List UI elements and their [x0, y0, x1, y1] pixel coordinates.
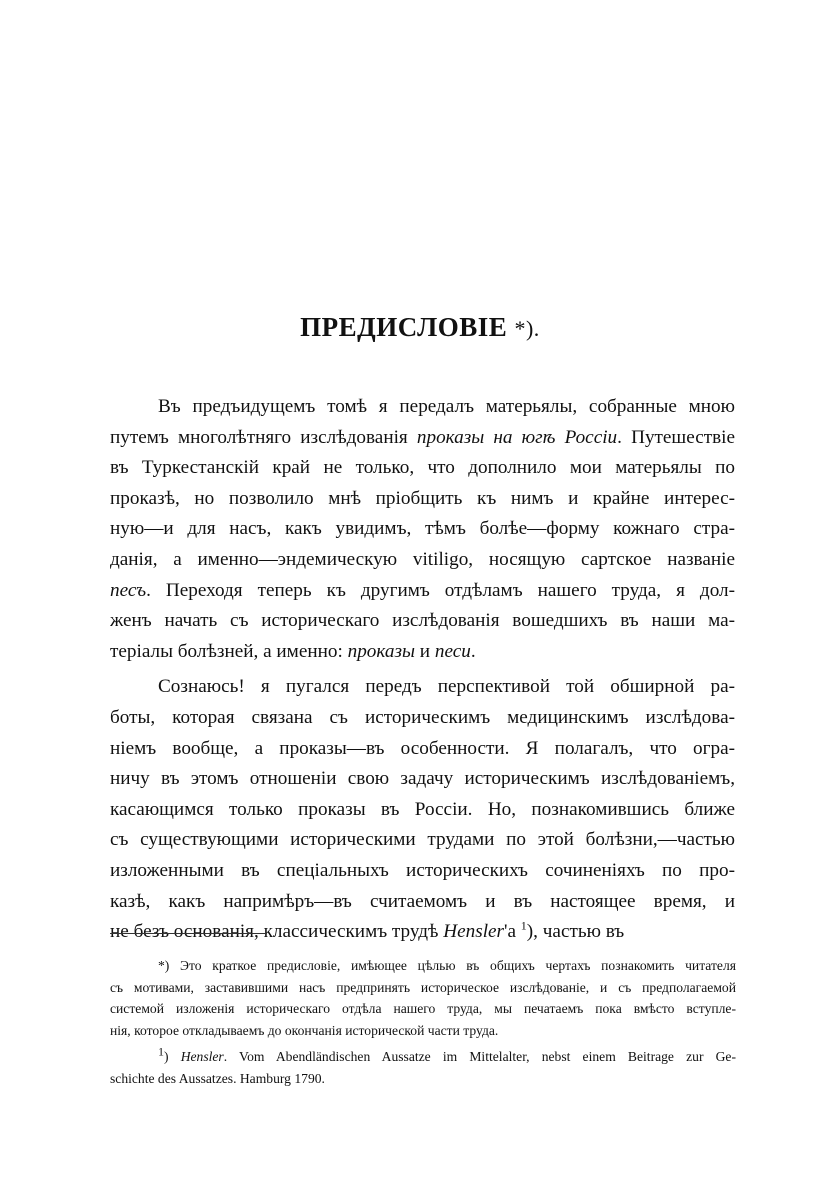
- footnote-reference: 1: [520, 918, 527, 933]
- paragraph-1: [110, 392, 735, 667]
- footnote-2-line-1: $^1$) Hensler. Vom Abendländischen Aussatze im Mittelalter, nebst einem Beitrage zur Ge-: [158, 1046, 736, 1064]
- title-footnote-mark: *).: [514, 316, 540, 341]
- page-title: [0, 312, 840, 343]
- italic-text: песи: [434, 640, 471, 662]
- paragraph-2-line-4: ничу въ этомъ отношеніи свою задачу историческимъ изслѣдованіемъ,: [110, 768, 735, 790]
- footnote-1-line-1: *) Это краткое предисловіе, имѣющее цѣлью въ общихъ чертахъ познакомить читателя: [158, 958, 736, 973]
- paragraph-2-line-8: казѣ, какъ напримѣръ—въ считаемомъ и въ настоящее время, и: [110, 890, 735, 912]
- footnotes: [110, 955, 736, 1089]
- paragraph-1-line-1: Въ предъидущемъ томѣ я передалъ матерьялы, собранные мною: [158, 396, 735, 417]
- paragraph-1-line-3: въ Туркестанскій край не только, что дополнило мои матерьялы по: [110, 457, 735, 479]
- paragraph-1-line-6: данія, а именно—эндемическую vitiligo, носящую сартское названіе: [110, 548, 735, 570]
- paragraph-1-line-8: женъ начать съ историческаго изслѣдованія вошедшихъ въ наши ма-: [110, 610, 735, 632]
- italic-text: Hensler: [443, 921, 505, 943]
- footnote-1-line-4: нія, которое откладываемъ до окончанія исторической части труда.: [110, 1022, 499, 1038]
- footnote-separator: [110, 933, 267, 934]
- paragraph-1-line-9: теріалы болѣзней, а именно: проказы и песи.: [110, 640, 476, 662]
- paragraph-2-line-3: ніемъ вообще, а проказы—въ особенности. Я полагалъ, что огра-: [110, 737, 735, 759]
- paragraph-1-line-5: ную—и для насъ, какъ увидимъ, тѣмъ болѣе—форму кожнаго стра-: [110, 518, 735, 540]
- paragraph-2-line-7: изложенными въ спеціальныхъ историческихъ сочиненіяхъ по про-: [110, 859, 735, 881]
- paragraph-2-line-9: не безъ основанія, классическимъ трудѣ Hensler'а $^1$), частью въ: [110, 918, 625, 943]
- footnote-2: [110, 1046, 736, 1089]
- footnote-reference: 1: [158, 1046, 164, 1059]
- paragraph-2-line-2: боты, которая связана съ историческимъ медицинскимъ изслѣдова-: [110, 706, 735, 728]
- footnote-2-line-2: schichte des Aussatzes. Hamburg 1790.: [110, 1070, 325, 1086]
- body-text: [110, 392, 735, 948]
- footnote-1-line-3: системой изложенія историческаго отдѣла нашего труда, мы печатаемъ пока вмѣсто вступле-: [110, 1001, 736, 1016]
- paragraph-2: [110, 672, 735, 947]
- paragraph-1-line-4: проказѣ, но позволило мнѣ пріобщить къ нимъ и крайне интерес-: [110, 487, 735, 509]
- footnote-1: [110, 955, 736, 1041]
- paragraph-2-line-5: касающимся только проказы въ Россіи. Но, познакомившись ближе: [110, 798, 735, 820]
- paragraph-2-line-1: Сознаюсь! я пугался передъ перспективой той обширной ра-: [158, 676, 735, 698]
- title-text: ПРЕДИСЛОВІЕ: [300, 312, 508, 342]
- italic-text: Hensler: [180, 1049, 224, 1064]
- paragraph-2-line-6: съ существующими историческими трудами по этой болѣзни,—частью: [110, 829, 735, 851]
- italic-text: проказы: [347, 640, 415, 662]
- paragraph-1-line-7: песъ. Переходя теперь къ другимъ отдѣламъ нашего труда, я дол-: [110, 579, 735, 601]
- footnote-1-line-2: съ мотивами, заставившими насъ предпринять историческое изслѣдованіе, и съ предполагаемой: [110, 979, 736, 995]
- paragraph-1-line-2: путемъ многолѣтняго изслѣдованія проказы на югѣ Россіи. Путешествіе: [110, 426, 735, 448]
- italic-text: песъ: [110, 579, 147, 601]
- italic-text: проказы на югѣ Россіи: [416, 426, 618, 448]
